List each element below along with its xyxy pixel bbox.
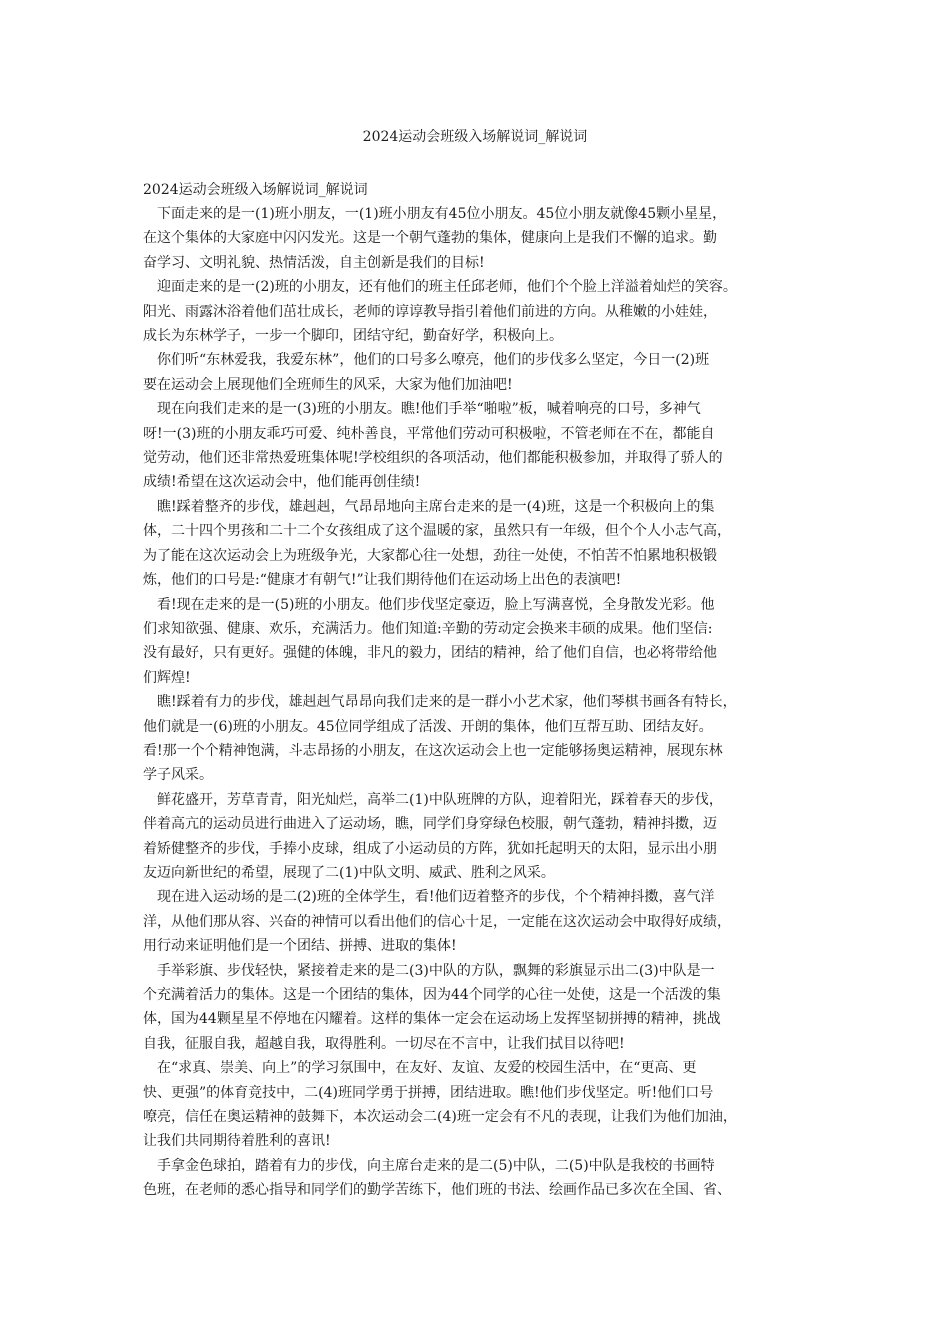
text-line: 在这个集体的大家庭中闪闪发光。这是一个朝气蓬勃的集体，健康向上是我们不懈的追求。勤 [143,230,717,247]
text-line: 手拿金色球拍，踏着有力的步伐，向主席台走来的是二(5)中队，二(5)中队是我校的书画特 [143,1157,715,1174]
text-line: 们辉煌! [143,669,191,686]
text-line: 下面走来的是一(1)班小朋友，一(1)班小朋友有45位小朋友。45位小朋友就像45颗小星星， [143,206,727,222]
text-line: 瞧!踩着整齐的步伐，雄赳赳，气昂昂地向主席台走来的是一(4)班，这是一个积极向上的集 [143,498,715,515]
paragraph [143,397,823,495]
paragraph [143,275,823,348]
text-line: 成绩!希望在这次运动会中，他们能再创佳绩! [143,474,421,491]
text-line: 成长为东林学子，一步一个脚印，团结守纪，勤奋好学，积极向上。 [143,328,563,345]
text-line: 阳光、雨露沐浴着他们茁壮成长，老师的谆谆教导指引着他们前进的方向。从稚嫩的小娃娃， [143,303,717,320]
text-line: 呀!一(3)班的小朋友乖巧可爱、纯朴善良，平常他们劳动可积极啦，不管老师在不在，都能自 [143,425,715,442]
paragraph [143,959,823,1057]
text-line: 他们就是一(6)班的小朋友。45位同学组成了活泼、开朗的集体，他们互帮互助、团结友好。 [143,718,713,735]
text-line: 体，二十四个男孩和二十二个女孩组成了这个温暖的家，虽然只有一年级，但个个人小志气高， [143,523,731,540]
text-line: 友迈向新世纪的希望，展现了二(1)中队文明、威武、胜利之风采。 [143,864,555,881]
text-line: 现在进入运动场的是二(2)班的全体学生，看!他们迈着整齐的步伐，个个精神抖擞，喜气洋 [143,889,715,906]
paragraph [143,1056,823,1154]
text-line: 在“求真、崇美、向上”的学习氛围中，在友好、友谊、友爱的校园生活中，在“更高、更 [143,1060,697,1077]
text-line: 洋，从他们那从容、兴奋的神情可以看出他们的信心十足，一定能在这次运动会中取得好成绩， [143,913,731,930]
text-line: 瞧!踩着有力的步伐，雄赳赳气昂昂向我们走来的是一群小小艺术家，他们琴棋书画各有特长， [143,694,737,711]
text-line: 炼，他们的口号是:“健康才有朝气!”让我们期待他们在运动场上出色的表演吧! [143,572,622,589]
paragraph [143,788,823,886]
text-line: 看!现在走来的是一(5)班的小朋友。他们步伐坚定豪迈，脸上写满喜悦，全身散发光彩。他 [143,596,715,613]
text-line: 们求知欲强、健康、欢乐，充满活力。他们知道:辛勤的劳动定会换来丰硕的成果。他们坚信: [143,620,713,637]
paragraph [143,690,823,788]
text-line: 你们听“东林爱我，我爱东林”，他们的口号多么嘹亮，他们的步伐多么坚定，今日一(2)班 [143,352,710,369]
text-line: 要在运动会上展现他们全班师生的风采，大家为他们加油吧! [143,376,513,393]
paragraph [143,885,823,958]
text-line: 学子风采。 [143,767,213,784]
text-line: 觉劳动，他们还非常热爱班集体呢!学校组织的各项活动，他们都能积极参加，并取得了骄人的 [143,450,723,467]
paragraph [143,495,823,593]
paragraph [143,348,823,397]
paragraph [143,202,823,275]
text-line: 嘹亮，信任在奥运精神的鼓舞下，本次运动会二(4)班一定会有不凡的表现，让我们为他们加油， [143,1109,737,1126]
text-line: 鲜花盛开，芳草青青，阳光灿烂，高举二(1)中队班牌的方队，迎着阳光，踩着春天的步伐， [143,791,723,808]
text-line: 看!那一个个精神饱满，斗志昂扬的小朋友，在这次运动会上也一定能够扬奥运精神，展现东林 [143,742,723,759]
text-line: 手举彩旗、步伐轻快，紧接着走来的是二(3)中队的方队，飘舞的彩旗显示出二(3)中队是一 [143,962,715,979]
paragraph-list [143,202,823,1203]
text-line: 用行动来证明他们是一个团结、拼搏、进取的集体! [143,938,457,955]
text-line: 奋学习、文明礼貌、热情活泼，自主创新是我们的目标! [143,254,485,271]
text-line: 现在向我们走来的是一(3)班的小朋友。瞧!他们手举“啪啦”板，喊着响亮的口号，多神气 [143,401,701,418]
text-line: 迎面走来的是一(2)班的小朋友，还有他们的班主任邱老师，他们个个脸上洋溢着灿烂的笑容。 [143,279,737,296]
text-line: 没有最好，只有更好。强健的体魄，非凡的毅力，团结的精神，给了他们自信，也必将带给他 [143,645,717,662]
text-line: 快、更强”的体育竞技中，二(4)班同学勇于拼搏，团结进取。瞧!他们步伐坚定。听!他们口号 [143,1084,714,1101]
text-line: 为了能在这次运动会上为班级争光，大家都心往一处想，劲往一处使，不怕苦不怕累地积极锻 [143,547,717,564]
text-line: 着矫健整齐的步伐，手捧小皮球，组成了小运动员的方阵，犹如托起明天的太阳，显示出小朋 [143,840,717,857]
text-line: 体，国为44颗星星不停地在闪耀着。这样的集体一定会在运动场上发挥坚韧拼搏的精神，挑战 [143,1011,721,1028]
document-title: 2024运动会班级入场解说词_解说词 [362,129,588,145]
text-line: 色班，在老师的悉心指导和同学们的勤学苦练下，他们班的书法、绘画作品已多次在全国、省、 [143,1182,731,1199]
text-line: 伴着高亢的运动员进行曲进入了运动场，瞧，同学们身穿绿色校服，朝气蓬勃，精神抖擞，迈 [143,816,717,833]
text-line: 让我们共同期待着胜利的喜讯! [143,1133,331,1150]
paragraph [143,593,823,691]
document-body [143,178,823,1203]
text-line: 个充满着活力的集体。这是一个团结的集体，因为44个同学的心往一处使，这是一个活泼的集 [143,987,721,1003]
paragraph [143,1154,823,1203]
text-line: 自我，征服自我，超越自我，取得胜利。一切尽在不言中，让我们拭目以待吧! [143,1035,625,1052]
document-subtitle: 2024运动会班级入场解说词_解说词 [143,182,368,198]
